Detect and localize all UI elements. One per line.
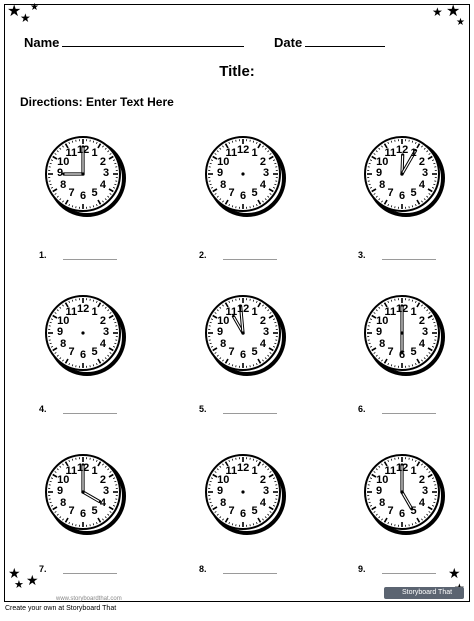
clock-number: 3 xyxy=(263,326,270,338)
clock-number: 7 xyxy=(387,345,394,358)
clock-number: 1 xyxy=(91,147,98,160)
star-icon: ★ xyxy=(432,5,443,19)
clock-number: 12 xyxy=(396,303,409,315)
clock-number: 4 xyxy=(99,337,107,350)
star-icon: ★ xyxy=(8,565,21,581)
clock-number: 11 xyxy=(65,306,78,319)
answer-number: 1. xyxy=(39,250,47,260)
clock-number: 7 xyxy=(68,186,75,199)
clock-9 xyxy=(360,450,450,540)
star-icon: ★ xyxy=(446,3,461,20)
star-icon: ★ xyxy=(456,17,465,28)
clock-number: 10 xyxy=(376,314,389,327)
clock-number: 12 xyxy=(396,144,409,156)
clock-number: 6 xyxy=(399,190,406,202)
clock-number: 11 xyxy=(65,465,78,478)
clock-number: 5 xyxy=(91,345,98,358)
clock-number: 6 xyxy=(80,508,87,520)
clock-number: 12 xyxy=(237,462,250,474)
clock-number: 4 xyxy=(99,178,107,191)
clock-number: 8 xyxy=(220,337,227,350)
clock-number: 8 xyxy=(220,496,227,509)
answer-line[interactable] xyxy=(63,259,117,260)
clock-number: 1 xyxy=(91,306,98,319)
clock-number: 10 xyxy=(376,155,389,168)
clock-number: 2 xyxy=(418,473,426,486)
clock-number: 11 xyxy=(65,147,78,160)
clock-number: 9 xyxy=(57,167,64,179)
clock-number: 5 xyxy=(251,504,258,517)
clock-number: 5 xyxy=(91,504,98,517)
answer-number: 4. xyxy=(39,404,47,414)
clock-number: 7 xyxy=(228,345,235,358)
clock-number: 12 xyxy=(237,303,250,315)
watermark: www.storyboardthat.com xyxy=(56,596,122,602)
clock-number: 3 xyxy=(422,326,429,338)
clock-number: 4 xyxy=(99,496,107,509)
clock-number: 5 xyxy=(410,504,417,517)
clock-number: 3 xyxy=(103,326,110,338)
clock-number: 12 xyxy=(396,462,409,474)
logo-text: Storyboard That xyxy=(402,589,453,596)
answer-line[interactable] xyxy=(63,573,117,574)
clock-number: 2 xyxy=(259,314,267,327)
clock-number: 6 xyxy=(80,190,87,202)
clock-number: 8 xyxy=(60,178,67,191)
directions-text[interactable]: Directions: Enter Text Here xyxy=(20,95,174,109)
clock-number: 10 xyxy=(217,314,230,327)
name-field[interactable] xyxy=(62,46,244,47)
clock-2 xyxy=(201,132,291,222)
clock-8 xyxy=(201,450,291,540)
clock-number: 9 xyxy=(57,485,64,497)
clock-number: 6 xyxy=(240,349,247,361)
clock-number: 1 xyxy=(251,147,258,160)
clock-number: 1 xyxy=(410,306,417,319)
clock-number: 7 xyxy=(228,504,235,517)
clock-number: 11 xyxy=(225,306,238,319)
footer-credit: Create your own at Storyboard That xyxy=(5,605,117,612)
storyboard-logo xyxy=(384,587,464,599)
clock-number: 8 xyxy=(60,496,67,509)
clock-number: 11 xyxy=(384,465,397,478)
clock-number: 12 xyxy=(237,144,250,156)
answer-line[interactable] xyxy=(223,413,277,414)
star-icon: ★ xyxy=(26,572,39,588)
clock-number: 5 xyxy=(410,345,417,358)
clock-number: 4 xyxy=(418,178,426,191)
clock-number: 5 xyxy=(91,186,98,199)
answer-line[interactable] xyxy=(223,573,277,574)
clock-number: 11 xyxy=(225,465,238,478)
clock-number: 9 xyxy=(376,326,383,338)
clock-number: 11 xyxy=(384,306,397,319)
clock-number: 3 xyxy=(103,485,110,497)
star-icon: ★ xyxy=(14,579,24,591)
clock-number: 4 xyxy=(418,337,426,350)
clock-number: 7 xyxy=(68,504,75,517)
clock-number: 6 xyxy=(80,349,87,361)
clock-number: 8 xyxy=(60,337,67,350)
clock-number: 12 xyxy=(77,462,90,474)
clock-number: 5 xyxy=(410,186,417,199)
clock-number: 7 xyxy=(387,504,394,517)
clock-number: 6 xyxy=(240,508,247,520)
date-field[interactable] xyxy=(305,46,385,47)
clock-number: 10 xyxy=(217,155,230,168)
clock-number: 2 xyxy=(99,473,107,486)
clock-number: 3 xyxy=(422,167,429,179)
clock-number: 4 xyxy=(259,496,267,509)
clock-number: 10 xyxy=(376,473,389,486)
answer-line[interactable] xyxy=(382,573,436,574)
clock-number: 9 xyxy=(217,326,224,338)
clock-number: 1 xyxy=(410,147,417,160)
clock-number: 10 xyxy=(57,314,70,327)
star-icon: ★ xyxy=(20,11,31,25)
clock-number: 12 xyxy=(77,144,90,156)
clock-number: 7 xyxy=(68,345,75,358)
clock-number: 2 xyxy=(418,314,426,327)
answer-number: 8. xyxy=(199,564,207,574)
clock-3 xyxy=(360,132,450,222)
clock-number: 9 xyxy=(376,167,383,179)
clock-number: 3 xyxy=(263,485,270,497)
clock-number: 4 xyxy=(259,337,267,350)
clock-number: 8 xyxy=(220,178,227,191)
clock-number: 8 xyxy=(379,178,386,191)
clock-number: 9 xyxy=(217,485,224,497)
answer-number: 3. xyxy=(358,250,366,260)
clock-number: 2 xyxy=(259,473,267,486)
clock-number: 11 xyxy=(384,147,397,160)
clock-5 xyxy=(201,291,291,381)
answer-line[interactable] xyxy=(382,413,436,414)
clock-number: 2 xyxy=(259,155,267,168)
clock-4 xyxy=(41,291,131,381)
star-icon: ★ xyxy=(30,2,39,13)
clock-7 xyxy=(41,450,131,540)
clock-number: 9 xyxy=(376,485,383,497)
answer-line[interactable] xyxy=(382,259,436,260)
clock-number: 6 xyxy=(240,190,247,202)
answer-number: 6. xyxy=(358,404,366,414)
answer-number: 5. xyxy=(199,404,207,414)
clock-number: 6 xyxy=(399,508,406,520)
clock-6 xyxy=(360,291,450,381)
answer-line[interactable] xyxy=(223,259,277,260)
clock-number: 3 xyxy=(263,167,270,179)
clock-number: 9 xyxy=(217,167,224,179)
clock-number: 10 xyxy=(57,473,70,486)
clock-1 xyxy=(41,132,131,222)
clock-number: 2 xyxy=(418,155,426,168)
clock-number: 4 xyxy=(259,178,267,191)
clock-number: 5 xyxy=(251,345,258,358)
clock-number: 4 xyxy=(418,496,426,509)
page-title[interactable]: Title: xyxy=(219,63,255,80)
clock-number: 8 xyxy=(379,496,386,509)
name-label: Name xyxy=(24,35,60,50)
clock-number: 6 xyxy=(399,349,406,361)
clock-number: 5 xyxy=(251,186,258,199)
clock-number: 12 xyxy=(77,303,90,315)
clock-number: 2 xyxy=(99,314,107,327)
clock-number: 1 xyxy=(251,465,258,478)
star-icon: ★ xyxy=(448,565,461,581)
clock-number: 7 xyxy=(228,186,235,199)
clock-number: 9 xyxy=(57,326,64,338)
star-icon: ★ xyxy=(7,3,22,20)
answer-number: 7. xyxy=(39,564,47,574)
clock-number: 8 xyxy=(379,337,386,350)
clock-number: 3 xyxy=(422,485,429,497)
clock-number: 7 xyxy=(387,186,394,199)
clock-number: 10 xyxy=(57,155,70,168)
clock-number: 11 xyxy=(225,147,238,160)
clock-number: 1 xyxy=(91,465,98,478)
clock-number: 1 xyxy=(410,465,417,478)
clock-number: 10 xyxy=(217,473,230,486)
date-label: Date xyxy=(274,35,303,50)
answer-line[interactable] xyxy=(63,413,117,414)
answer-number: 9. xyxy=(358,564,366,574)
clock-number: 2 xyxy=(99,155,107,168)
clock-number: 3 xyxy=(103,167,110,179)
answer-number: 2. xyxy=(199,250,207,260)
clock-number: 1 xyxy=(251,306,258,319)
